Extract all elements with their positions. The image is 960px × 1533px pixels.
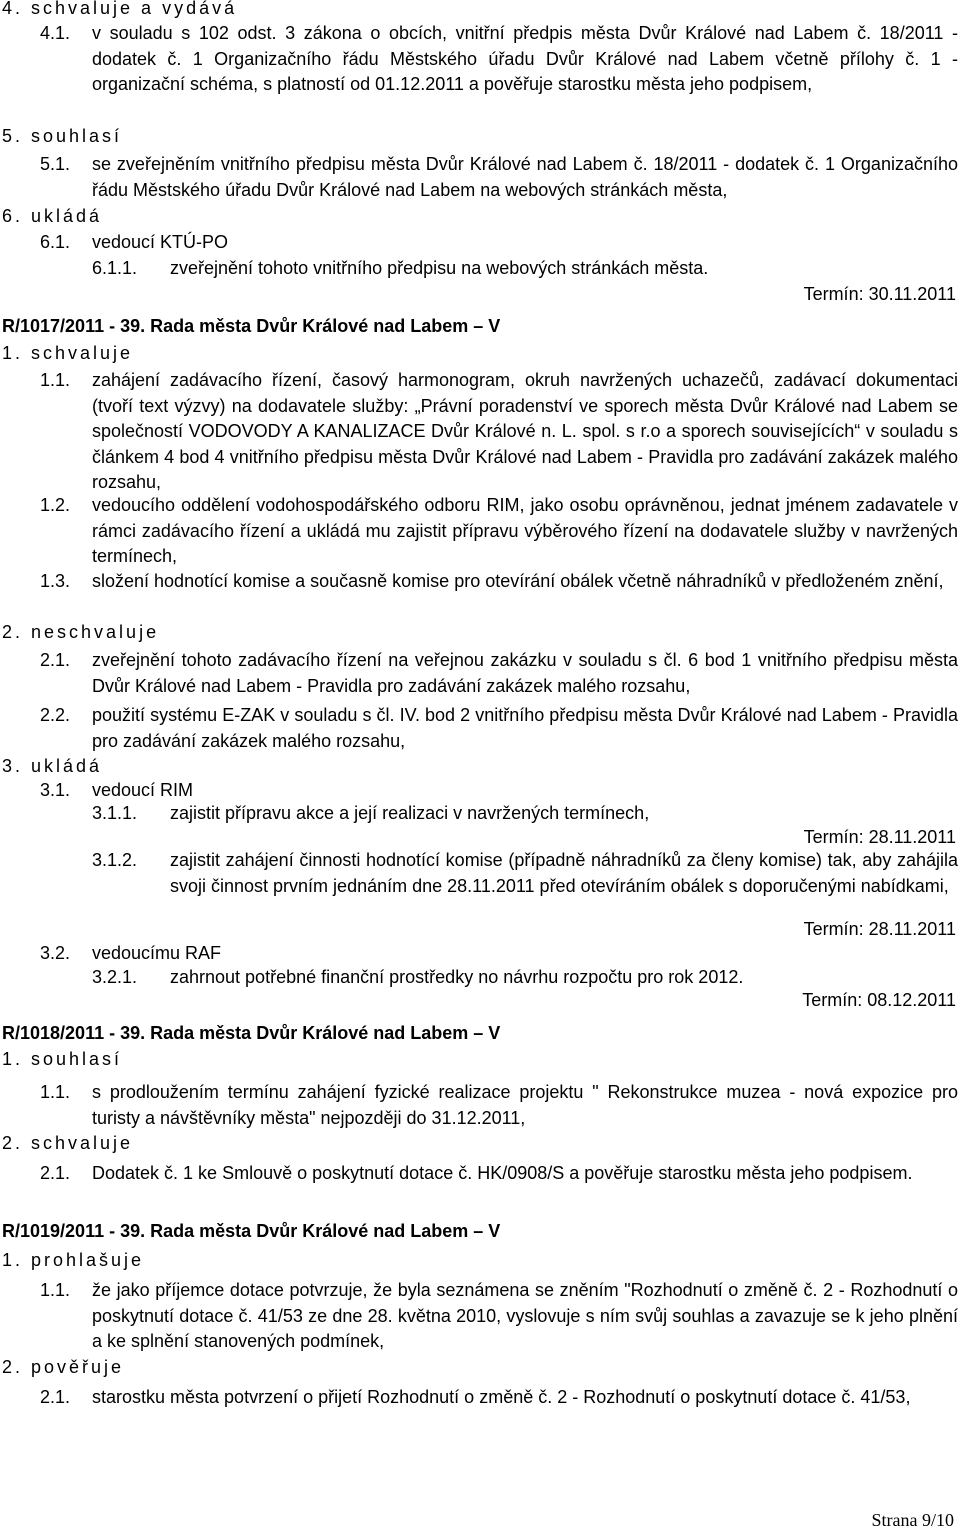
- item-text-1017-3-1-2: zajistit zahájení činnosti hodnotící komise (případně náhradníků za členy komise) tak, aby zahájila svoji činnost prvním jednáním dne 28.11.2011 před otevíráním obálek s doporučenými nabídkami,: [170, 850, 958, 896]
- item-number-6-1-1: 6.1.1.: [92, 258, 138, 278]
- item-text-6-1-1: zveřejnění tohoto vnitřního předpisu na webových stránkách města.: [170, 258, 709, 278]
- section-heading-5: 5. souhlasí: [2, 126, 123, 146]
- item-text-1017-2-2: použití systému E-ZAK v souladu s čl. IV. bod 2 vnitřního předpisu města Dvůr Králové nad Labem - Pravidla pro zadávání zakázek malého rozsahu,: [92, 705, 958, 751]
- item-text-1017-3-1-1: zajistit přípravu akce a její realizaci v navržených termínech,: [170, 803, 650, 823]
- item-number-1019-2-1: 2.1.: [40, 1387, 71, 1407]
- item-number-1017-1-1: 1.1.: [40, 370, 71, 390]
- item-number-1018-2-1: 2.1.: [40, 1163, 71, 1183]
- section-heading-1017-1: 1. schvaluje: [2, 343, 134, 363]
- resolution-title-1017: [2, 314, 500, 338]
- resolution-number: R/1017/2011 - 39.: [2, 316, 146, 336]
- section-heading-1017-2: 2. neschvaluje: [2, 622, 160, 642]
- item-number-6-1: 6.1.: [40, 232, 71, 252]
- resolution-number: R/1019/2011 - 39.: [2, 1221, 146, 1241]
- resolution-number: R/1018/2011 - 39.: [2, 1023, 146, 1043]
- item-text-1017-2-1: zveřejnění tohoto zadávacího řízení na veřejnou zakázku v souladu s čl. 6 bod 1 vnitřního předpisu města Dvůr Králové nad Labem - Pravidla pro zadávání zakázek malého rozsahu,: [92, 650, 958, 696]
- item-number-1017-2-2: 2.2.: [40, 705, 71, 725]
- item-number-1017-3-1-1: 3.1.1.: [92, 803, 138, 823]
- section-heading-1018-2: 2. schvaluje: [2, 1133, 134, 1153]
- deadline-3-1-1: Termín: 28.11.2011: [803, 827, 956, 847]
- item-text-1019-2-1: starostku města potvrzení o přijetí Rozhodnutí o změně č. 2 - Rozhodnutí o poskytnutí dotace č. 41/53,: [92, 1387, 911, 1407]
- item-text-4-1: v souladu s 102 odst. 3 zákona o obcích, vnitřní předpis města Dvůr Králové nad Labem č. 18/2011 - dodatek č. 1 Organizačního řádu Městského úřadu Dvůr Králové nad Labem včetně přílohy č. 1 - organizační schéma, s platností od 01.12.2011 a pověřuje starostku města jeho podpisem,: [92, 23, 958, 94]
- section-heading-1019-2: 2. pověřuje: [2, 1357, 125, 1377]
- item-number-1019-1-1: 1.1.: [40, 1280, 71, 1300]
- section-heading-1017-3: 3. ukládá: [2, 756, 103, 776]
- resolution-title-1019: [2, 1219, 500, 1243]
- item-text-1019-1-1: že jako příjemce dotace potvrzuje, že byla seznámena se zněním "Rozhodnutí o změně č. 2 - Rozhodnutí o poskytnutí dotace č. 41/53 ze dne 28. května 2010, vyslovuje s ním svůj souhlas a zavazuje se k jeho plnění a ke splnění stanovených podmínek,: [92, 1280, 958, 1351]
- section-heading-1019-1: 1. prohlašuje: [2, 1250, 145, 1270]
- item-number-1017-1-2: 1.2.: [40, 495, 71, 515]
- resolution-body: Rada města Dvůr Králové nad Labem – V: [150, 1221, 501, 1241]
- item-number-1017-3-1-2: 3.1.2.: [92, 850, 138, 870]
- section-heading-1018-1: 1. souhlasí: [2, 1049, 123, 1069]
- item-number-1017-3-2-1: 3.2.1.: [92, 967, 138, 987]
- item-number-1017-1-3: 1.3.: [40, 571, 71, 591]
- item-number-5-1: 5.1.: [40, 154, 71, 174]
- item-number-1017-3-2: 3.2.: [40, 943, 71, 963]
- item-text-1017-1-2: vedoucího oddělení vodohospodářského odboru RIM, jako osobu oprávněnou, jednat jménem zadavatele v rámci zadávacího řízení a ukládá mu zajistit přípravu výběrového řízení na dodavatele služby v navržených termínech,: [92, 495, 958, 566]
- item-number-1017-3-1: 3.1.: [40, 780, 71, 800]
- item-number-1017-2-1: 2.1.: [40, 650, 71, 670]
- item-text-5-1: se zveřejněním vnitřního předpisu města Dvůr Králové nad Labem č. 18/2011 - dodatek č. 1 Organizačního řádu Městského úřadu Dvůr Králové nad Labem na webových stránkách města,: [92, 154, 958, 200]
- item-text-1017-3-2: vedoucímu RAF: [92, 943, 222, 963]
- item-text-1018-1-1: s prodloužením termínu zahájení fyzické realizace projektu " Rekonstrukce muzea - nová expozice pro turisty a návštěvníky města" nejpozději do 31.12.2011,: [92, 1082, 958, 1128]
- item-text-1017-3-2-1: zahrnout potřebné finanční prostředky no návrhu rozpočtu pro rok 2012.: [170, 967, 744, 987]
- item-text-1017-1-3: složení hodnotící komise a současně komise pro otevírání obálek včetně náhradníků v předloženém znění,: [92, 571, 944, 591]
- item-text-1017-1-1: zahájení zadávacího řízení, časový harmonogram, okruh navržených uchazečů, zadávací dokumentaci (tvoří text výzvy) na dodavatele služby: „Právní poradenství ve sporech města Dvůr Králové nad Labem se společností VODOVODY A KANALIZACE Dvůr Králové n. L. spol. s r.o a sporech souvisejících“ v souladu s článkem 4 bod 4 vnitřního předpisu města Dvůr Králové nad Labem - Pravidla pro zadávání zakázek malého rozsahu,: [92, 370, 958, 492]
- item-number-4-1: 4.1.: [40, 23, 71, 43]
- deadline-3-1-2: Termín: 28.11.2011: [803, 919, 956, 939]
- resolution-body: Rada města Dvůr Králové nad Labem – V: [150, 316, 501, 336]
- deadline-6-1-1: Termín: 30.11.2011: [803, 284, 956, 304]
- item-number-1018-1-1: 1.1.: [40, 1082, 71, 1102]
- resolution-body: Rada města Dvůr Králové nad Labem – V: [150, 1023, 501, 1043]
- item-text-6-1: vedoucí KTÚ-PO: [92, 232, 229, 252]
- item-text-1017-3-1: vedoucí RIM: [92, 780, 194, 800]
- section-heading-4: 4. schvaluje a vydává: [2, 0, 238, 18]
- resolution-title-1018: [2, 1021, 500, 1045]
- item-text-1018-2-1: Dodatek č. 1 ke Smlouvě o poskytnutí dotace č. HK/0908/S a pověřuje starostku města jeho podpisem.: [92, 1163, 913, 1183]
- deadline-3-2-1: Termín: 08.12.2011: [802, 990, 956, 1010]
- page-number: Strana 9/10: [871, 1510, 954, 1530]
- section-heading-6: 6. ukládá: [2, 206, 103, 226]
